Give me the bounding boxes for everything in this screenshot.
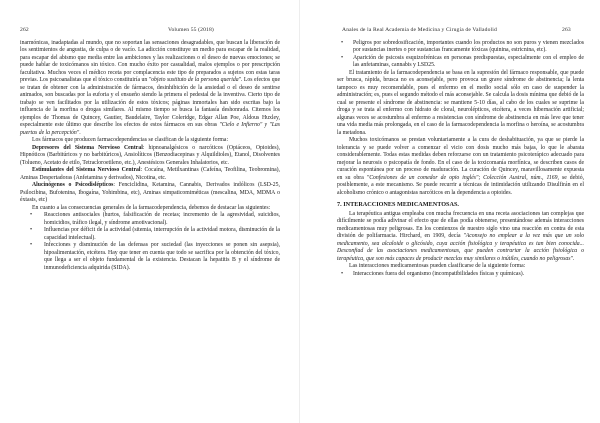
quotation: "Aconsejo no emplear a la vez más que un solo medicamento, sea alcaloide o glicósido, cuya acción fisiológica y terapéutica es tan bien conocida... Desconfiad de las asociaciones medicamentosas, que pueden contrariar la acción fisiológica o terapéutica, que son más capaces de producir mezclas muy similares o inútiles, cuando no peligrosas" — [337, 233, 584, 262]
classification-stimulants: Estimulantes del Sistema Nervioso Central: Cocaína, Metilxantinas (Cafeína, Teofilina, Teobromina), Aminas Despertadoras (Anfetamina y derivados), Nicotina, etc. — [20, 167, 280, 181]
list-item: • Influencias por déficit de la actividad (sitemia, interrupción de la actividad motora, disminución de la capacidad intelectual). — [20, 227, 280, 242]
list-item: • Aparición de psicosis esquizofrénicas en personas predispuestas, especialmente con el empleo de las anfetaminas, cannabis y LSD25. — [337, 55, 584, 70]
list-item: • Infecciones y disminución de las defensas por suciedad (las inyecciones se ponen sin asepsia), hipoalimentación, etcétera. Hay que tener en cuenta que todo se sacrifica por la obtención del tóxico, que llega a ser el objeto fundamental de la existencia. Destacan la hepatitis B y el síndrome de inmunodeficiencia adquirida (SIDA). — [20, 242, 280, 272]
book-title: "Confesiones de un comedor de opio inglés" — [366, 174, 479, 181]
paragraph: Las interacciones medicamentosas pueden clasificarse de la siguiente forma: — [349, 263, 526, 270]
consequences-list-continued — [337, 40, 584, 70]
running-title: Anales de la Real Academia de Medicina y Cirugía de Valladolid — [342, 27, 497, 33]
list-item: • Peligros por sobredosificación, importantes cuando los productos no son puros y vienen mezclados por sustancias inertes o por sustancias francamente tóxicas (quinina, estricnina, etc). — [337, 40, 584, 55]
paragraph: La terapéutica antigua empleaba con mucha frecuencia en una receta asociaciones tan complejas que difícilmente se podía adivinar el efecto que de ellas podía obtenerse, presentándose además interacciones medicamentosas muy peligrosas. En los comienzos de nuestro siglo vino una reacción en contra de esta división de polifarmacia. Hirchard, en 1909, decía "Aconsejo no emplear a la vez más que un solo medicamento, sea alcaloide o glicósido, cuya acción fisiológica y terapéutica es tan bien conocida... Desconfiad de las asociaciones medicamentosas, que pueden contrariar la acción fisiológica o terapéutica, que son más capaces de producir mezclas muy similares o inútiles, cuando no peligrosas". — [337, 210, 584, 262]
right-text-column — [337, 40, 584, 278]
classification-hallucinogens: Alucinógenos o Psicodislépticos: Fenciclidina, Ketamina, Cannabis, Derivados indólicos (LSD-25, Psilocibina, Bufotenina, Ibogaína, Yohimbina, etc), Aminas simpaticomiméticas (mescalina, MDA, MDMA o éxtasis, etc) — [20, 182, 280, 204]
book-edition: Colección Austral, núm., 1169 — [483, 174, 558, 181]
paragraph: Muchos toxicómanos se prestan voluntariamente a la cura de deshabituación, ya que se pierde la tolerancia y se puede volver a comenzar el vicio con dosis mucho más bajas, lo que le abarata considerablemente. Todas estas medidas deben reforzarse con un tratamiento psicoterápico adecuado para mejorar la neurosis o psicopatía de fondo. En el caso de la toxicomanía morfínica, se describen casos de curación espontánea por un proceso de maduración. La curación de Quincey, maravillosamente expuesta en su obra "Confesiones de un comedor de opio inglés"; Colección Austral, núm., 1169, se debió, posiblemente, a este mecanismo. Se puede recurrir a técnicas de intimidación utilizando Disulfirán en el alcoholismo crónico o antagonistas narcóticos en la dependencia a opioides. — [337, 137, 585, 196]
left-text-column — [20, 40, 280, 272]
list-item: • Reacciones antisociales (hurtos, falsificación de recetas; incremento de la agresividad, suicidios, homicidios, tráfico ilegal, y síndrome amotivacional). — [20, 212, 280, 227]
section-heading: 7. INTERACCIONES MEDICAMENTOSAS. — [337, 201, 459, 209]
page-number: 263 — [562, 27, 571, 33]
page-number: 262 — [20, 27, 29, 33]
paragraph: El tratamiento de la farmacodependencia se basa en la supresión del fármaco responsable, que puede ser brusca, rápida, brusca no es aconsejable, pero provoca un grave síndrome de abstinencia; la lenta tampoco es muy recomendable, pues el enfermo en el medio social sólo en caso de suspender la administración; es, pues el segundo método el más aconsejable. Se calcula la dosis mínima que debió de la cual se presente el síndrome de abstinencia: se mantiene 5-10 días, al cabo de los cuales se suprime la droga y se trata al enfermo con hidrato de cloral, neurolépticos, etcétera, a veces hibernación artificial; algunas veces se acostumbra al enfermo a resistencias con síndrome de abstinencia en más leve que tener una vida media más prolongada, en el caso de la farmacodependencia la morfina o heroína, se acostumbra la metadona. — [337, 69, 584, 136]
paragraph: En cuanto a las consecuencias generales de la farmacodependencia, debemos de destacar las siguientes: — [32, 204, 271, 211]
paragraph: Los fármacos que producen farmacodependencias se clasifican de la siguiente forma: — [32, 137, 229, 144]
paragraph: inarmónicas, inadaptadas al mundo, que no soportan las sensaciones desagradables, que buscan la liberación de los sentimientos de angustia, de culpa o de vacío. La adicción constituye un medio para escapar de la realidad, para escapar del abismo que media entre las ambiciones y las realizaciones o el deseo de nuevas emociones; se puede hablar de toxicómanos sin tóxico. Con mucho éxito por casualidad, malos ejemplos o por prescripción facultativa. Muchos veces el médico receta por complacencia este tipo de preparados a sujetos con estas taras previas. Los psicoanalistas que el tóxico constituiría un "objeto sustituto de la persona querida". Los efectos que se tratan de obtener con la administración de fármacos, desinhibición de la ansiedad o el deseo de sentirse animados, son buscadas por la euforia y el ensueño siendo la primera el pedestal de la inventiva. Cierto tipo de trabajo se ven facilitados por la utilización de estos tóxicos; páginas inmortales han sido escritas bajo la influencia de la morfina o drogas similares. Al mismo tiempo se busca la fantasía deshonrada. Citemos los ejemplos de Thomas de Quincey, Gautier, Baudelaire, Taylor Coleridge, Edgar Allan Poe, Aldous Huxley, especialmente este último que describe los efectos de estos fármacos en sus obras "Cielo e Infierno" y "Las puertas de la percepción". — [20, 40, 281, 136]
list-item: • Interacciones fuera del organismo (incompatibilidades físicas y químicas). — [337, 271, 584, 278]
book-titles: "Cielo e Infierno" y "Las puertas de la percepción" — [20, 122, 281, 136]
classification-depressants: Depresores del Sistema Nervioso Central: hipnoanalgésicos o narcóticos (Opiáceos, Opioides), Hipnóticos (Barbitúricos y no barbitúricos), Ansiolíticos (Benzodiacepinas y Alquildioles), Etanol, Disolventes (Tolueno, Acetato de etilo, Tetracloroetileno, etc.), Anestésicos Generales Inhalatorios, etc. — [20, 144, 280, 166]
quoted-phrase: "objeto sustituto de la persona querida" — [148, 77, 241, 84]
consequences-list — [20, 212, 280, 272]
running-title: Volumen 55 (2018) — [168, 27, 214, 33]
interactions-list — [337, 271, 584, 278]
right-page — [300, 0, 600, 423]
